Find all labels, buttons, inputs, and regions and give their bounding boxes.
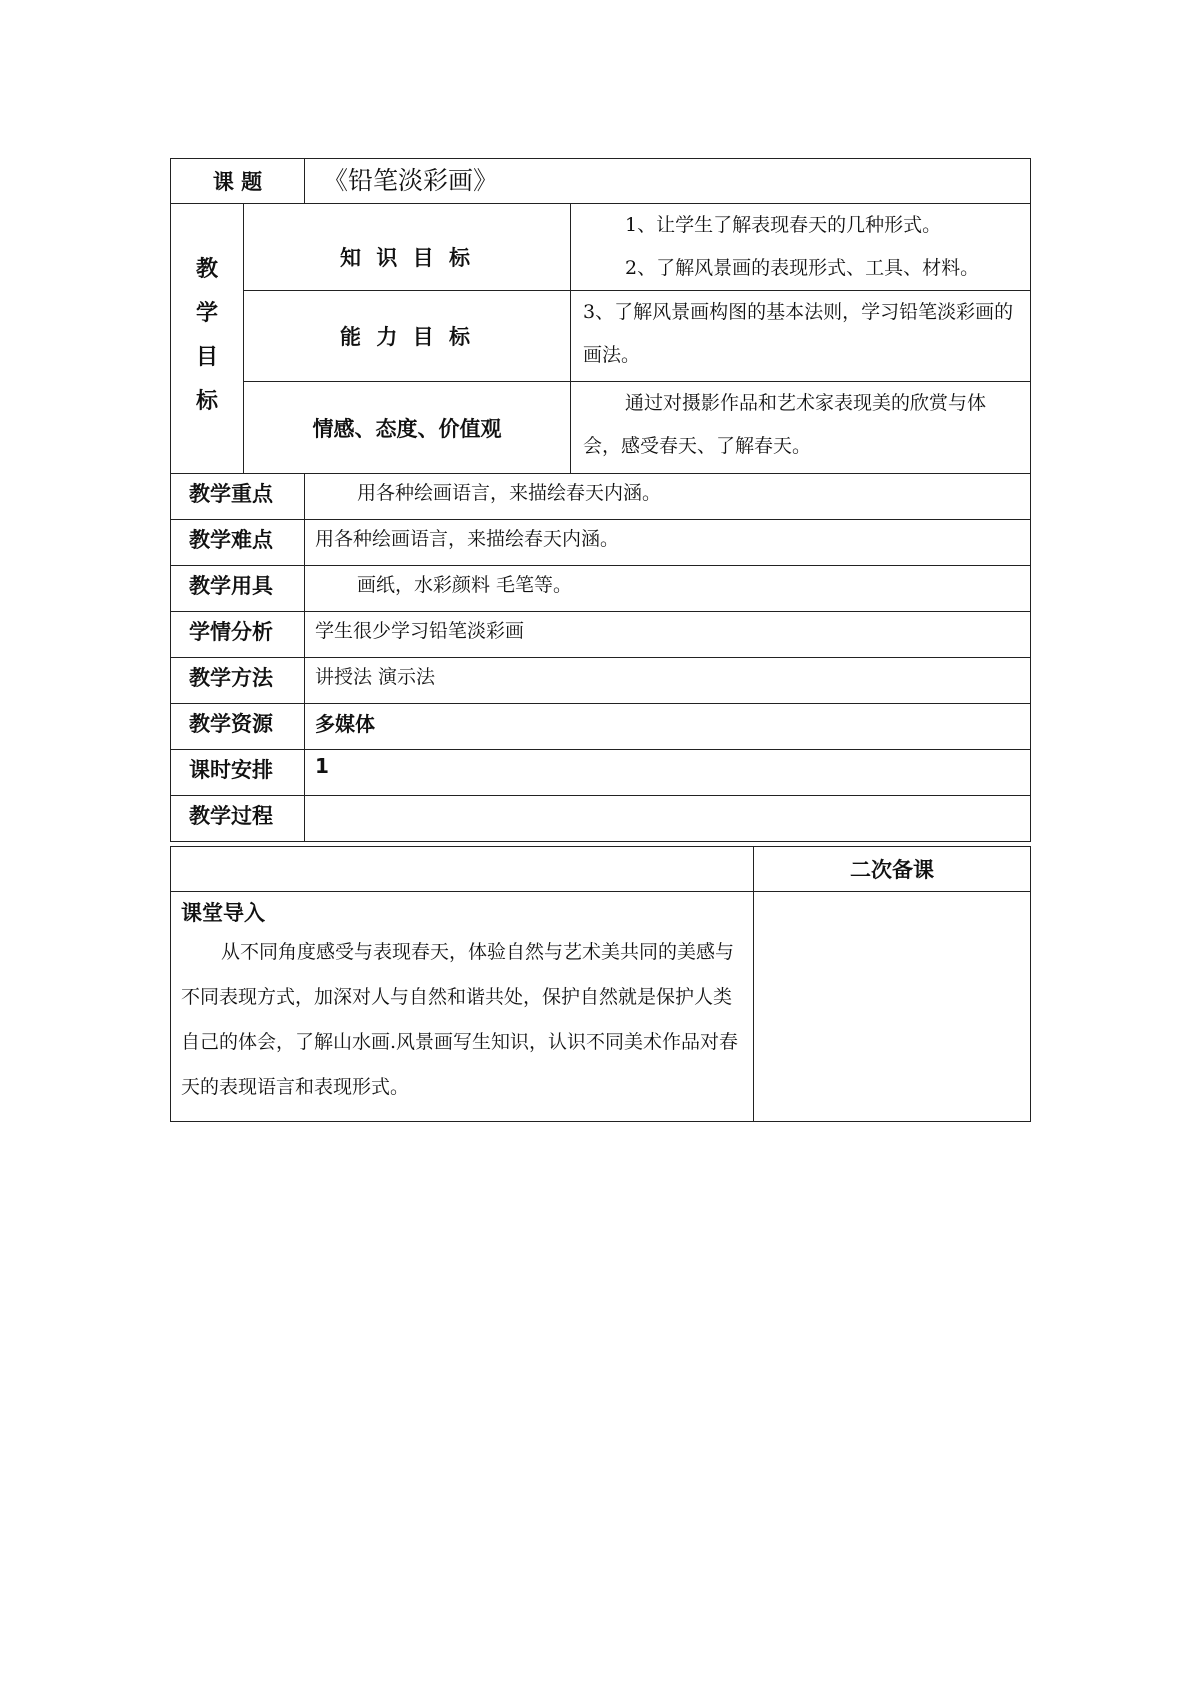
goal-side-char: 标 (195, 389, 218, 414)
ability-goal-label: 能 力 目 标 (244, 291, 571, 382)
row-label-process: 教学过程 (171, 796, 305, 842)
lesson-plan-table (170, 158, 1031, 842)
knowledge-goal-text (571, 204, 1031, 291)
row-value-methods: 讲授法 演示法 (305, 658, 1031, 704)
row-label-tools: 教学用具 (171, 566, 305, 612)
goal-side-char: 目 (195, 345, 218, 370)
row-value-tools: 画纸，水彩颜料 毛笔等。 (305, 566, 1031, 612)
classroom-intro-cell (171, 892, 754, 1122)
row-label-analysis: 学情分析 (171, 612, 305, 658)
row-value-difficulties: 用各种绘画语言，来描绘春天内涵。 (305, 520, 1031, 566)
emotion-goal-label: 情感、态度、价值观 (244, 382, 571, 474)
second-prep-label: 二次备课 (754, 847, 1031, 892)
row-value-analysis: 学生很少学习铅笔淡彩画 (305, 612, 1031, 658)
teaching-goals-label (171, 204, 244, 474)
row-value-resources: 多媒体 (305, 704, 1031, 750)
process-header-empty (171, 847, 754, 892)
process-table (170, 846, 1031, 1122)
topic-label: 课 题 (171, 159, 305, 204)
row-label-key-points: 教学重点 (171, 474, 305, 520)
ability-goal-text: 3、了解风景画构图的基本法则，学习铅笔淡彩画的画法。 (571, 291, 1031, 382)
row-label-resources: 教学资源 (171, 704, 305, 750)
topic-title: 《铅笔淡彩画》 (305, 159, 1031, 204)
intro-title: 课堂导入 (181, 901, 265, 925)
row-label-schedule: 课时安排 (171, 750, 305, 796)
row-value-key-points: 用各种绘画语言，来描绘春天内涵。 (305, 474, 1031, 520)
goal-side-char: 教 (195, 257, 218, 282)
goal-side-char: 学 (195, 301, 218, 326)
knowledge-goal-line: 1、让学生了解表现春天的几种形式。 (625, 214, 942, 236)
row-label-difficulties: 教学难点 (171, 520, 305, 566)
knowledge-goal-line: 2、了解风景画的表现形式、工具、材料。 (625, 257, 980, 279)
row-value-process (305, 796, 1031, 842)
second-prep-notes (754, 892, 1031, 1122)
knowledge-goal-label: 知 识 目 标 (244, 204, 571, 291)
row-label-methods: 教学方法 (171, 658, 305, 704)
emotion-goal-text: 通过对摄影作品和艺术家表现美的欣赏与体会，感受春天、了解春天。 (571, 382, 1031, 474)
intro-text: 从不同角度感受与表现春天，体验自然与艺术美共同的美感与不同表现方式，加深对人与自然和谐共处，保护自然就是保护人类自己的体会，了解山水画.风景画写生知识，认识不同美术作品对春天的表现语言和表现形式。 (181, 941, 739, 1098)
row-value-schedule: 1 (305, 750, 1031, 796)
